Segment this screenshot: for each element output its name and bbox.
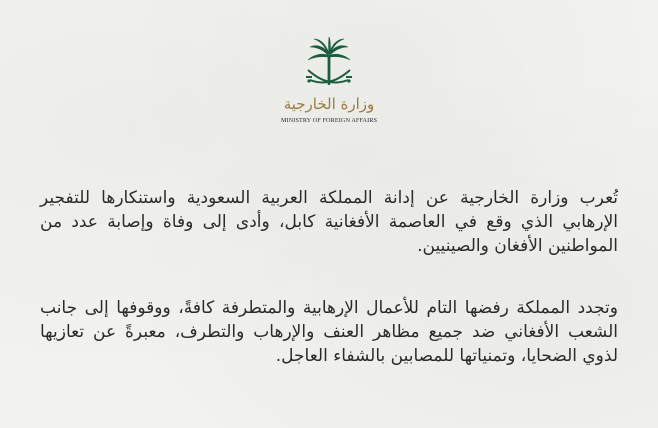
statement-paragraph-1: تُعرب وزارة الخارجية عن إدانة المملكة العربية السعودية واستنكارها للتفجير الإرهابي الذي وقع في العاصمة الأفغانية كابل، وأدى إلى وفاة وإصابة عدد من المواطنين الأفغان والصينيين. [40, 188, 618, 256]
ministry-name-english: MINISTRY OF FOREIGN AFFAIRS [280, 117, 378, 124]
statement-paragraph-2: وتجدد المملكة رفضها التام للأعمال الإرهابية والمتطرفة كافةً، ووقوفها إلى جانب الشعب الأفغاني ضد جميع مظاهر العنف والإرهاب والتطرف، معبرةً عن تعازيها لذوي الضحايا، وتمنياتها للمصابين بالشفاء العاجل. [40, 298, 618, 366]
ministry-name-arabic: وزارة الخارجية [283, 95, 375, 113]
palm-crossed-swords-icon [300, 36, 358, 98]
